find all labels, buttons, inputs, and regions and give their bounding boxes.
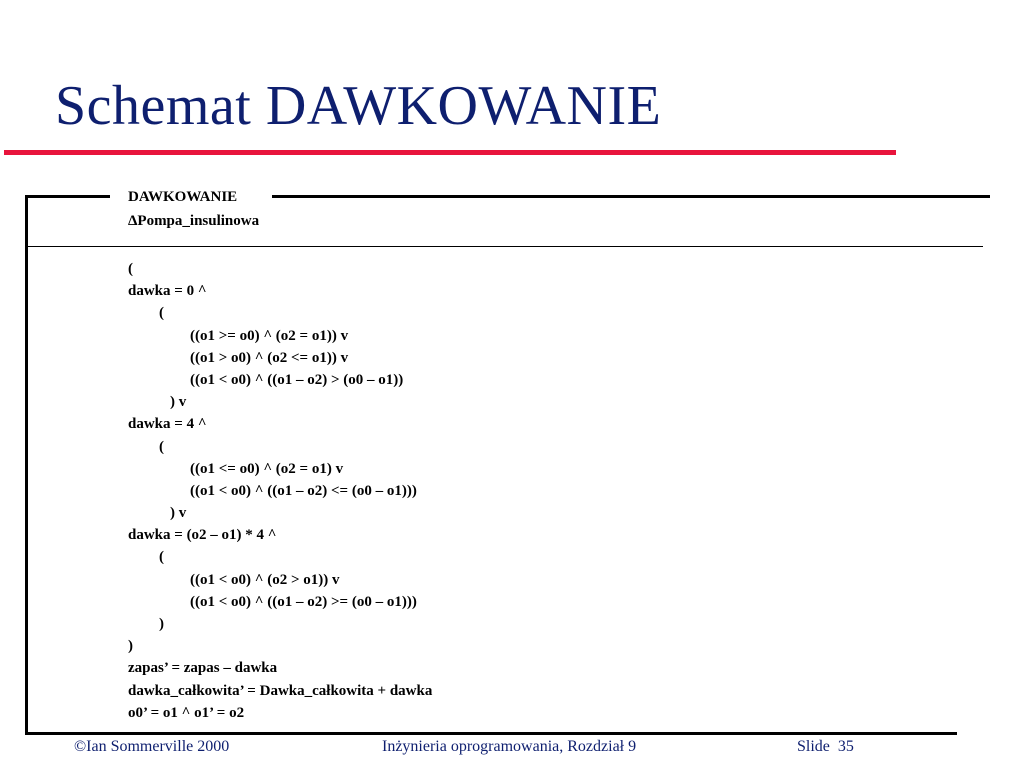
predicate-line: ((o1 < o0) ^ ((o1 – o2) <= (o0 – o1))): [190, 482, 417, 499]
predicate-line: ) v: [170, 394, 187, 411]
predicate-line: ((o1 <= o0) ^ (o2 = o1) v: [190, 460, 344, 477]
schema-name: DAWKOWANIE: [128, 189, 238, 205]
slide-label: Slide: [797, 738, 830, 755]
predicate-line: dawka = 0 ^: [128, 283, 207, 300]
schema-predicate: [128, 258, 432, 724]
predicate-line: ((o1 < o0) ^ (o2 > o1)) v: [190, 571, 340, 588]
predicate-line: dawka = 4 ^: [128, 416, 207, 433]
slide-title: Schemat DAWKOWANIE: [55, 75, 662, 137]
schema-left-border: [25, 195, 28, 735]
predicate-line: ) v: [170, 505, 187, 522]
schema-bottom-border: [25, 732, 957, 735]
footer-slide-number: [797, 739, 854, 755]
title-underline: [4, 150, 896, 155]
predicate-line: ((o1 < o0) ^ ((o1 – o2) >= (o0 – o1))): [190, 593, 417, 610]
schema-declaration: ΔPompa_insulinowa: [128, 213, 260, 229]
predicate-line: ((o1 >= o0) ^ (o2 = o1)) v: [190, 327, 349, 344]
predicate-line: ): [128, 638, 133, 655]
predicate-line: ): [159, 616, 164, 632]
footer-copyright: ©Ian Sommerville 2000: [74, 738, 230, 755]
schema-divider: [28, 246, 983, 247]
predicate-line: (: [128, 261, 133, 277]
footer-course-title: Inżynieria oprogramowania, Rozdział 9: [382, 738, 637, 755]
predicate-line: ((o1 < o0) ^ ((o1 – o2) > (o0 – o1)): [190, 371, 404, 388]
schema-top-border-left: [25, 195, 110, 198]
predicate-line: (: [159, 438, 164, 455]
predicate-line: (: [159, 549, 164, 566]
slide-number: 35: [837, 738, 854, 755]
predicate-line: o0’ = o1 ^ o1’ = o2: [128, 704, 245, 721]
predicate-line: (: [159, 305, 164, 322]
predicate-line: zapas’ = zapas – dawka: [128, 660, 278, 677]
predicate-line: ((o1 > o0) ^ (o2 <= o1)) v: [190, 349, 349, 366]
schema-top-border-right: [272, 195, 990, 198]
predicate-line: dawka = (o2 – o1) * 4 ^: [128, 527, 277, 544]
predicate-line: dawka_całkowita’ = Dawka_całkowita + dawka: [128, 682, 433, 699]
